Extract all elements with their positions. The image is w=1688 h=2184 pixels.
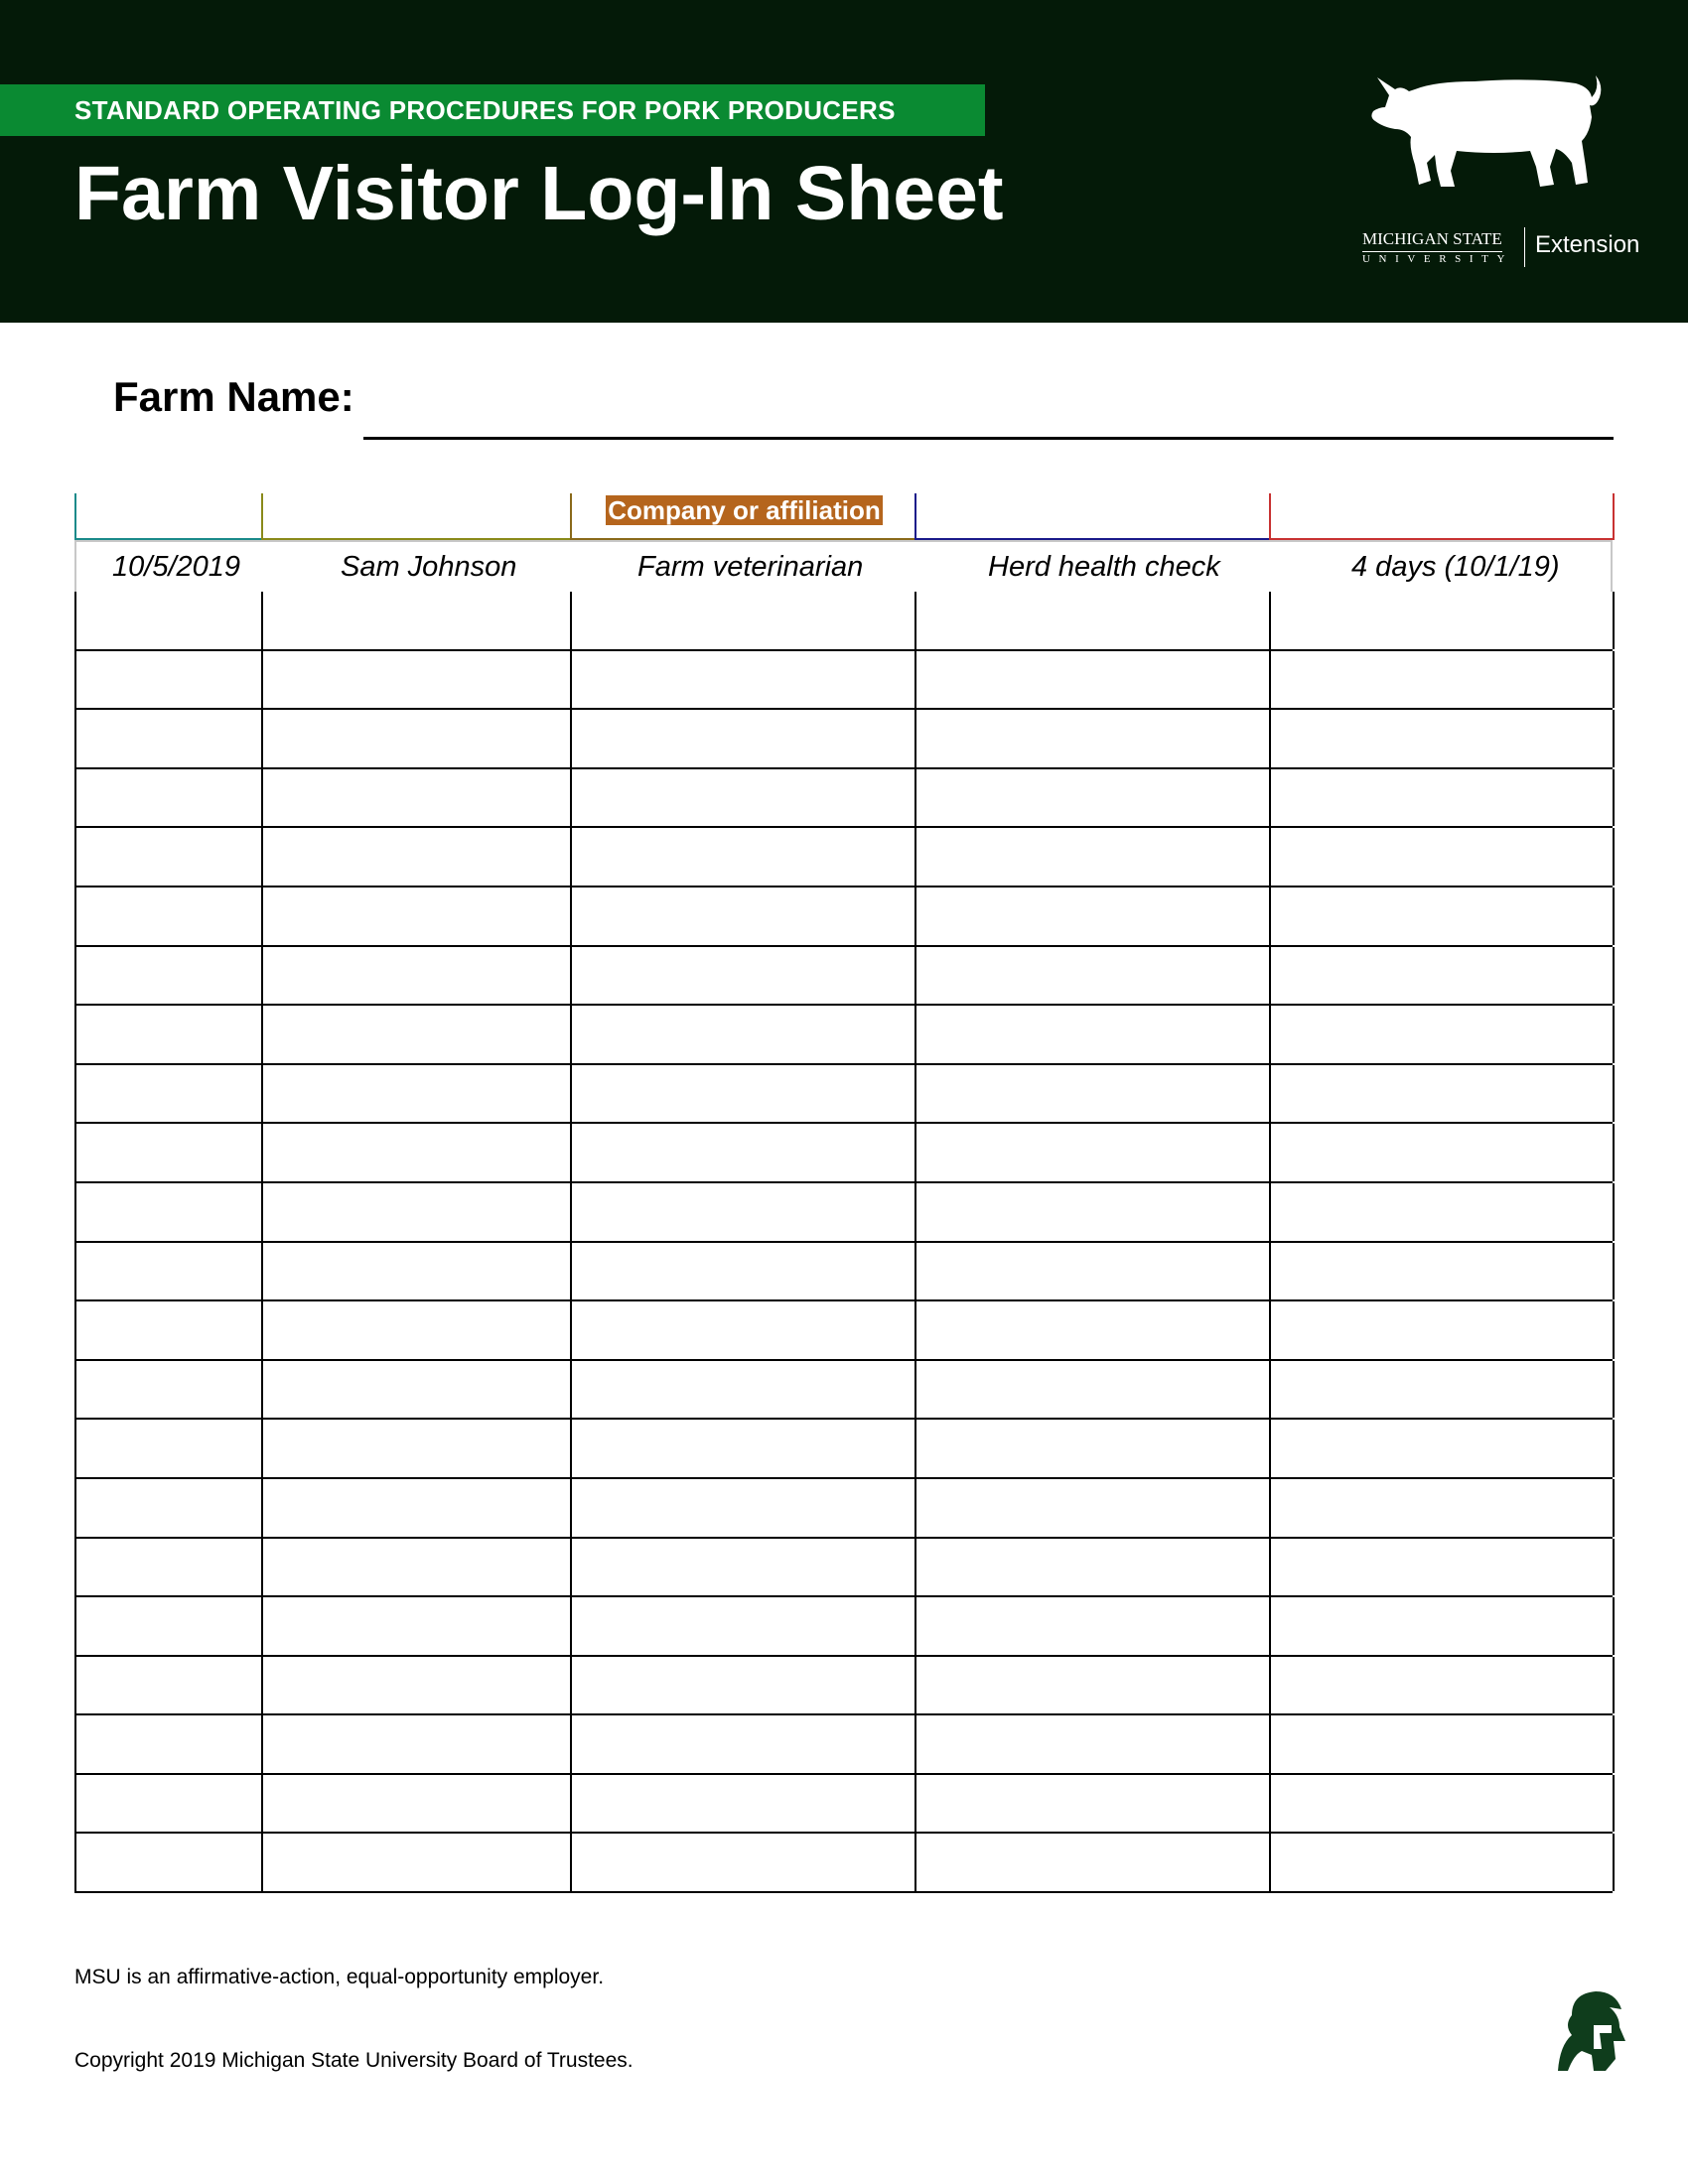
cell-name[interactable] bbox=[261, 1124, 572, 1181]
cell-last-contact[interactable] bbox=[1269, 947, 1615, 1005]
cell-last-contact[interactable] bbox=[1269, 1301, 1615, 1359]
cell-name[interactable] bbox=[261, 1834, 572, 1891]
table-row bbox=[74, 651, 1613, 711]
cell-date[interactable] bbox=[74, 887, 263, 945]
cell-name[interactable] bbox=[261, 1715, 572, 1773]
cell-name[interactable] bbox=[261, 1301, 572, 1359]
cell-company[interactable] bbox=[570, 1834, 916, 1891]
cell-date[interactable] bbox=[74, 1715, 263, 1773]
example-divider bbox=[74, 542, 76, 592]
cell-last-contact[interactable] bbox=[1269, 710, 1615, 767]
cell-purpose[interactable] bbox=[914, 1065, 1271, 1123]
cell-purpose[interactable] bbox=[914, 1775, 1271, 1833]
example-name: Sam Johnson bbox=[341, 551, 517, 583]
table-row bbox=[74, 592, 1613, 651]
cell-purpose[interactable] bbox=[914, 1361, 1271, 1419]
cell-purpose[interactable] bbox=[914, 1124, 1271, 1181]
cell-last-contact[interactable] bbox=[1269, 1597, 1615, 1655]
cell-name[interactable] bbox=[261, 1479, 572, 1537]
cell-name[interactable] bbox=[261, 651, 572, 709]
cell-purpose[interactable] bbox=[914, 1834, 1271, 1891]
header-cell-name bbox=[261, 493, 572, 540]
cell-name[interactable] bbox=[261, 592, 572, 649]
pig-icon bbox=[1365, 68, 1604, 197]
cell-last-contact[interactable] bbox=[1269, 1006, 1615, 1063]
cell-name[interactable] bbox=[261, 1420, 572, 1477]
cell-last-contact[interactable] bbox=[1269, 1183, 1615, 1241]
spartan-helmet-icon bbox=[1554, 1985, 1628, 2075]
cell-purpose[interactable] bbox=[914, 1715, 1271, 1773]
table-row bbox=[74, 1006, 1613, 1065]
table-row bbox=[74, 1715, 1613, 1775]
cell-name[interactable] bbox=[261, 1183, 572, 1241]
cell-company[interactable] bbox=[570, 887, 916, 945]
cell-date[interactable] bbox=[74, 947, 263, 1005]
cell-company[interactable] bbox=[570, 1479, 916, 1537]
cell-date[interactable] bbox=[74, 1479, 263, 1537]
cell-company[interactable] bbox=[570, 1006, 916, 1063]
cell-company[interactable] bbox=[570, 1124, 916, 1181]
cell-purpose[interactable] bbox=[914, 1006, 1271, 1063]
cell-name[interactable] bbox=[261, 947, 572, 1005]
cell-company[interactable] bbox=[570, 947, 916, 1005]
cell-purpose[interactable] bbox=[914, 651, 1271, 709]
table-row bbox=[74, 1420, 1613, 1479]
header-cell-last-contact bbox=[1269, 493, 1615, 540]
example-company: Farm veterinarian bbox=[637, 551, 864, 583]
cell-purpose[interactable] bbox=[914, 1539, 1271, 1596]
cell-purpose[interactable] bbox=[914, 710, 1271, 767]
cell-company[interactable] bbox=[570, 1597, 916, 1655]
page-header bbox=[0, 0, 1688, 323]
header-label-company bbox=[572, 495, 916, 526]
table-row bbox=[74, 1479, 1613, 1539]
cell-last-contact[interactable] bbox=[1269, 592, 1615, 649]
example-last-contact: 4 days (10/1/19) bbox=[1351, 551, 1560, 583]
cell-company[interactable] bbox=[570, 1243, 916, 1300]
logo-divider bbox=[1524, 227, 1525, 267]
table-row bbox=[74, 1657, 1613, 1716]
cell-purpose[interactable] bbox=[914, 1657, 1271, 1714]
cell-date[interactable] bbox=[74, 1775, 263, 1833]
table-row bbox=[74, 1775, 1613, 1835]
cell-company[interactable] bbox=[570, 1539, 916, 1596]
cell-last-contact[interactable] bbox=[1269, 1361, 1615, 1419]
cell-company[interactable] bbox=[570, 1065, 916, 1123]
cell-date[interactable] bbox=[74, 651, 263, 709]
cell-company[interactable] bbox=[570, 651, 916, 709]
cell-purpose[interactable] bbox=[914, 592, 1271, 649]
cell-last-contact[interactable] bbox=[1269, 1243, 1615, 1300]
cell-purpose[interactable] bbox=[914, 1420, 1271, 1477]
cell-company[interactable] bbox=[570, 1657, 916, 1714]
cell-date[interactable] bbox=[74, 710, 263, 767]
farm-name-field[interactable] bbox=[363, 437, 1614, 440]
table-row bbox=[74, 1183, 1613, 1243]
msu-extension-logo bbox=[1360, 223, 1648, 273]
example-divider bbox=[1611, 542, 1613, 592]
cell-date[interactable] bbox=[74, 1834, 263, 1891]
cell-purpose[interactable] bbox=[914, 1183, 1271, 1241]
university-name: MICHIGAN STATE bbox=[1362, 229, 1502, 248]
cell-last-contact[interactable] bbox=[1269, 1479, 1615, 1537]
table-row bbox=[74, 769, 1613, 829]
cell-date[interactable] bbox=[74, 1361, 263, 1419]
farm-name-label: Farm Name: bbox=[113, 373, 354, 420]
cell-purpose[interactable] bbox=[914, 769, 1271, 827]
cell-last-contact[interactable] bbox=[1269, 1715, 1615, 1773]
cell-company[interactable] bbox=[570, 710, 916, 767]
cell-name[interactable] bbox=[261, 1657, 572, 1714]
cell-company[interactable] bbox=[570, 769, 916, 827]
cell-name[interactable] bbox=[261, 1243, 572, 1300]
table-row bbox=[74, 947, 1613, 1007]
cell-last-contact[interactable] bbox=[1269, 1834, 1615, 1891]
table-row bbox=[74, 1539, 1613, 1598]
cell-date[interactable] bbox=[74, 769, 263, 827]
cell-date[interactable] bbox=[74, 828, 263, 886]
cell-name[interactable] bbox=[261, 1006, 572, 1063]
table-row bbox=[74, 1834, 1613, 1893]
table-row bbox=[74, 1243, 1613, 1302]
example-row bbox=[74, 540, 1613, 592]
example-purpose: Herd health check bbox=[988, 551, 1220, 583]
cell-date[interactable] bbox=[74, 592, 263, 649]
cell-name[interactable] bbox=[261, 1597, 572, 1655]
cell-company[interactable] bbox=[570, 1301, 916, 1359]
cell-last-contact[interactable] bbox=[1269, 828, 1615, 886]
header-cell-purpose bbox=[914, 493, 1271, 540]
university-label: UNIVERSITY bbox=[1362, 253, 1513, 265]
cell-company[interactable] bbox=[570, 1183, 916, 1241]
cell-company[interactable] bbox=[570, 1361, 916, 1419]
cell-name[interactable] bbox=[261, 828, 572, 886]
table-row bbox=[74, 1124, 1613, 1183]
visitor-log-table bbox=[74, 493, 1613, 583]
cell-date[interactable] bbox=[74, 1065, 263, 1123]
cell-date[interactable] bbox=[74, 1006, 263, 1063]
cell-date[interactable] bbox=[74, 1539, 263, 1596]
cell-company[interactable] bbox=[570, 1420, 916, 1477]
extension-label: Extension bbox=[1535, 231, 1640, 258]
cell-date[interactable] bbox=[74, 1243, 263, 1300]
cell-name[interactable] bbox=[261, 1361, 572, 1419]
cell-date[interactable] bbox=[74, 1657, 263, 1714]
sop-banner bbox=[0, 84, 985, 136]
cell-last-contact[interactable] bbox=[1269, 1420, 1615, 1477]
cell-purpose[interactable] bbox=[914, 1243, 1271, 1300]
cell-date[interactable] bbox=[74, 1420, 263, 1477]
cell-date[interactable] bbox=[74, 1183, 263, 1241]
blank-entry-grid bbox=[74, 592, 1613, 1893]
table-row bbox=[74, 1361, 1613, 1421]
cell-purpose[interactable] bbox=[914, 1301, 1271, 1359]
cell-last-contact[interactable] bbox=[1269, 769, 1615, 827]
cell-name[interactable] bbox=[261, 887, 572, 945]
cell-purpose[interactable] bbox=[914, 947, 1271, 1005]
cell-last-contact[interactable] bbox=[1269, 651, 1615, 709]
table-row bbox=[74, 710, 1613, 769]
cell-date[interactable] bbox=[74, 1597, 263, 1655]
table-header-row bbox=[74, 493, 1613, 540]
cell-date[interactable] bbox=[74, 1301, 263, 1359]
cell-name[interactable] bbox=[261, 1065, 572, 1123]
cell-company[interactable] bbox=[570, 1715, 916, 1773]
cell-purpose[interactable] bbox=[914, 887, 1271, 945]
copyright-notice: Copyright 2019 Michigan State University Board of Trustees. bbox=[74, 2049, 633, 2072]
eeo-statement: MSU is an affirmative-action, equal-opportunity employer. bbox=[74, 1966, 605, 1988]
cell-last-contact[interactable] bbox=[1269, 1775, 1615, 1833]
cell-purpose[interactable] bbox=[914, 828, 1271, 886]
table-row bbox=[74, 1597, 1613, 1657]
table-row bbox=[74, 828, 1613, 887]
table-row bbox=[74, 1065, 1613, 1125]
cell-date[interactable] bbox=[74, 1124, 263, 1181]
example-date: 10/5/2019 bbox=[112, 551, 241, 583]
cell-name[interactable] bbox=[261, 1775, 572, 1833]
cell-purpose[interactable] bbox=[914, 1479, 1271, 1537]
header-cell-company bbox=[570, 493, 916, 540]
cell-last-contact[interactable] bbox=[1269, 887, 1615, 945]
cell-last-contact[interactable] bbox=[1269, 1539, 1615, 1596]
cell-name[interactable] bbox=[261, 1539, 572, 1596]
cell-name[interactable] bbox=[261, 710, 572, 767]
cell-purpose[interactable] bbox=[914, 1597, 1271, 1655]
cell-company[interactable] bbox=[570, 1775, 916, 1833]
page-title: Farm Visitor Log-In Sheet bbox=[74, 151, 1004, 236]
cell-name[interactable] bbox=[261, 769, 572, 827]
cell-company[interactable] bbox=[570, 828, 916, 886]
cell-company[interactable] bbox=[570, 592, 916, 649]
cell-last-contact[interactable] bbox=[1269, 1065, 1615, 1123]
sop-banner-text: STANDARD OPERATING PROCEDURES FOR PORK PRODUCERS bbox=[74, 95, 896, 125]
table-row bbox=[74, 1301, 1613, 1361]
cell-last-contact[interactable] bbox=[1269, 1657, 1615, 1714]
cell-last-contact[interactable] bbox=[1269, 1124, 1615, 1181]
table-row bbox=[74, 887, 1613, 947]
header-cell-date bbox=[74, 493, 263, 540]
company-affiliation-label: Company or affiliation bbox=[608, 495, 881, 525]
